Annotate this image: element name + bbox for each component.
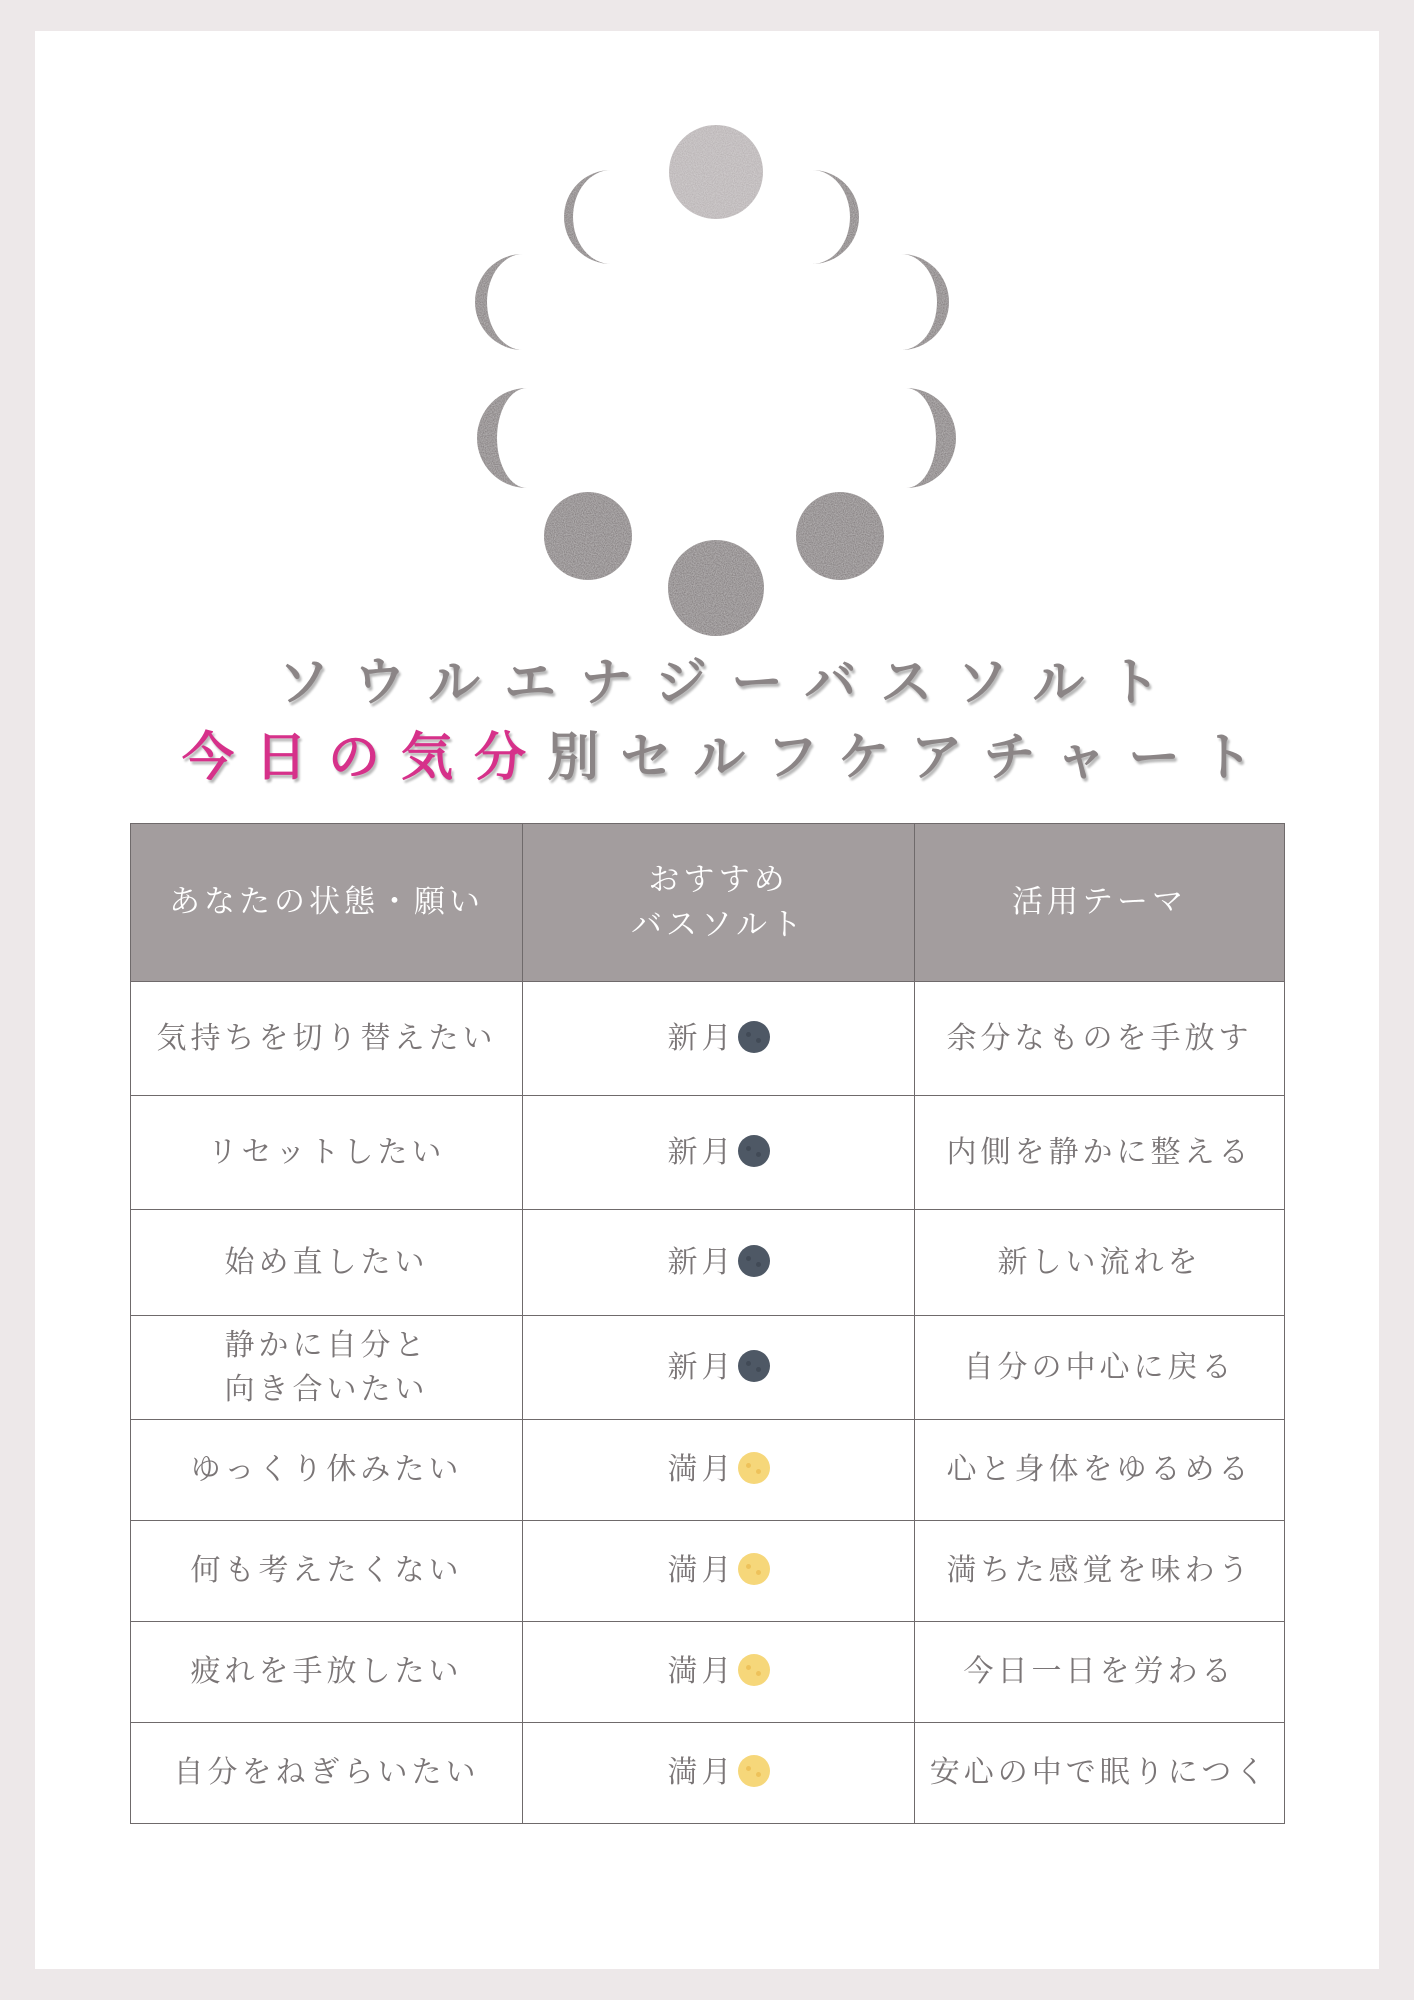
salt-name: 満月 <box>667 1553 736 1589</box>
cell-state <box>131 1096 523 1210</box>
cell-state <box>131 982 523 1096</box>
cell-state <box>131 1622 523 1723</box>
table-row <box>131 1622 1285 1723</box>
salt-name: 満月 <box>667 1654 736 1690</box>
cell-state <box>131 1316 523 1420</box>
cell-theme: 新しい流れを <box>915 1210 1285 1316</box>
moon-right-icon <box>906 388 956 488</box>
cell-recommended-salt <box>523 1316 915 1420</box>
cell-recommended-salt <box>523 1622 915 1723</box>
salt-name: 満月 <box>667 1452 736 1488</box>
moon-left-icon <box>477 388 527 488</box>
header-theme: 活用テーマ <box>915 824 1285 982</box>
cell-state <box>131 1210 523 1316</box>
title-line-2 <box>0 715 1414 790</box>
full-moon-icon <box>738 1755 770 1787</box>
moon-mid-right-icon <box>901 254 949 350</box>
full-moon-icon <box>738 1654 770 1686</box>
self-care-chart-table <box>130 823 1285 1824</box>
moon-phases-illustration <box>0 0 1414 650</box>
table-row <box>131 1420 1285 1521</box>
state-text: 始め直したい <box>224 1244 429 1280</box>
cell-recommended-salt <box>523 1210 915 1316</box>
new-moon-icon <box>738 1135 770 1167</box>
state-text: ゆっくり休みたい <box>190 1452 463 1488</box>
state-text: 疲れを手放したい <box>190 1654 463 1690</box>
cell-recommended-salt <box>523 1420 915 1521</box>
cell-theme: 安心の中で眠りにつく <box>915 1723 1285 1824</box>
salt-name: 新月 <box>667 1244 736 1280</box>
cell-state <box>131 1723 523 1824</box>
moon-lower-left-icon <box>544 492 632 580</box>
salt-name: 満月 <box>667 1755 736 1791</box>
new-moon-icon <box>738 1350 770 1382</box>
salt-name: 新月 <box>667 1349 736 1385</box>
state-text: 自分をねぎらいたい <box>173 1755 480 1791</box>
new-moon-icon <box>738 1245 770 1277</box>
table-header-row <box>131 824 1285 982</box>
cell-recommended-salt <box>523 1723 915 1824</box>
salt-name: 新月 <box>667 1020 736 1056</box>
title-accent: 今日の気分 <box>182 728 548 788</box>
full-moon-icon <box>738 1553 770 1585</box>
state-text: 静かに自分と <box>224 1328 429 1363</box>
cell-theme: 余分なものを手放す <box>915 982 1285 1096</box>
cell-state <box>131 1521 523 1622</box>
title-line-1: ソウルエナジーバスソルト <box>277 653 1185 713</box>
cell-recommended-salt <box>523 1096 915 1210</box>
table-row <box>131 1210 1285 1316</box>
table-row <box>131 1096 1285 1210</box>
state-text-line2: 向き合いたい <box>224 1371 429 1407</box>
cell-theme: 今日一日を労わる <box>915 1622 1285 1723</box>
header-state: あなたの状態・願い <box>131 824 523 982</box>
table-row <box>131 1316 1285 1420</box>
moon-top-icon <box>669 125 763 219</box>
cell-theme: 満ちた感覚を味わう <box>915 1521 1285 1622</box>
table-row <box>131 982 1285 1096</box>
header-recommended-salt <box>523 824 915 982</box>
header-salt-line1: おすすめ <box>648 861 789 898</box>
new-moon-icon <box>738 1021 770 1053</box>
cell-theme: 心と身体をゆるめる <box>915 1420 1285 1521</box>
moon-bottom-icon <box>668 540 764 636</box>
cell-theme: 内側を静かに整える <box>915 1096 1285 1210</box>
moon-lower-right-icon <box>796 492 884 580</box>
cell-theme: 自分の中心に戻る <box>915 1316 1285 1420</box>
moon-mid-left-icon <box>475 254 523 350</box>
table-row <box>131 1723 1285 1824</box>
moon-upper-right-icon <box>812 170 859 264</box>
title-rest: 別セルフケアチャート <box>547 728 1274 788</box>
table-row <box>131 1521 1285 1622</box>
state-text: リセットしたい <box>207 1134 446 1170</box>
full-moon-icon <box>738 1452 770 1484</box>
salt-name: 新月 <box>667 1134 736 1170</box>
header-salt-line2: バスソルト <box>631 906 806 943</box>
state-text: 気持ちを切り替えたい <box>156 1020 497 1056</box>
cell-state <box>131 1420 523 1521</box>
state-text: 何も考えたくない <box>190 1553 463 1589</box>
cell-recommended-salt <box>523 1521 915 1622</box>
moon-upper-left-icon <box>564 170 611 264</box>
cell-recommended-salt <box>523 982 915 1096</box>
